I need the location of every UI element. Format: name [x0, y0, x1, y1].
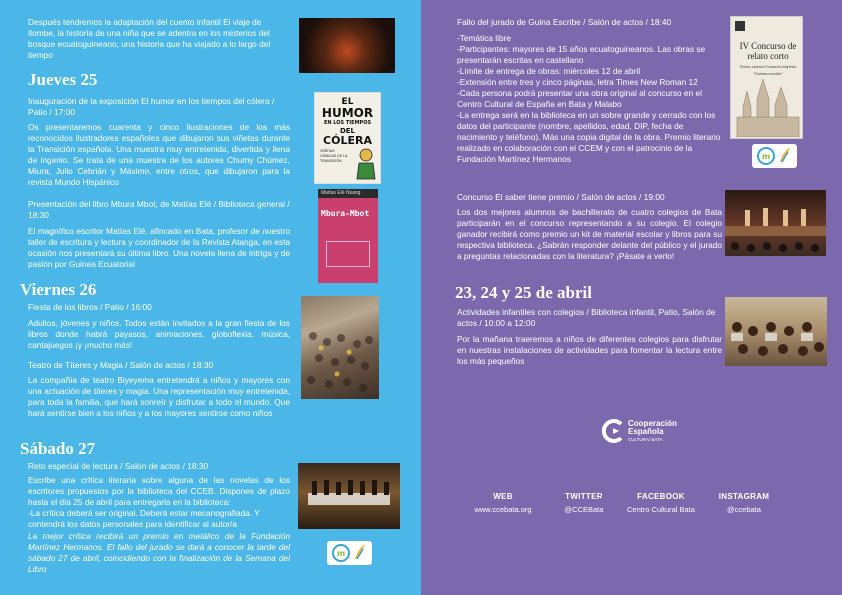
- humor-poster: [314, 92, 381, 184]
- partner-logo-icon: [327, 541, 372, 565]
- event-body-reto-2: -La crítica deberá ser original. Deberá estar mecanografiada. Y contendrá los datos personales para identificar al autor/a: [28, 508, 260, 529]
- day-title-jueves: Jueves 25: [28, 70, 98, 89]
- concurso-poster: [730, 16, 803, 139]
- fallo-line: -Participantes: mayores de 15 años ecuatoguineanos. Las obras se presentarán escritas en castellano: [457, 44, 706, 65]
- social-instagram[interactable]: [704, 492, 784, 514]
- social-web[interactable]: [463, 492, 543, 514]
- brand-line1: Cooperación: [628, 419, 677, 428]
- event-heading-fiesta: Fiesta de los libros / Patio / 16:00: [28, 302, 152, 312]
- event-body-fiesta: Adultos, jóvenes y niños. Todos están invitados a la gran fiesta de los libros donde habrá payasos, animaciones, globoflexia, música, cantajuegos ¡y ¡mucho más!: [28, 318, 290, 350]
- poster-logo-icon: [735, 21, 745, 31]
- book-cover-mbura-mbot: [318, 189, 378, 283]
- event-photo-actividades: [725, 297, 827, 366]
- brand-logo: [601, 418, 701, 448]
- event-body-exposicion: Os presentaremos cuarenta y cinco ilustraciones de los más reconocidos ilustradores españoles que dibujaron sus viñetas durante la Transición española. Una muestra muy entretenida, divertida y llena de ingenio. Se trata de una muestra de los autores Chumy Chúmez, Miura, Julio Cebrián y Máximo, entre otros, que dibujaron para la revista Mundo Hispánico: [28, 122, 290, 187]
- social-value[interactable]: Centro Cultural Bata: [627, 505, 695, 514]
- poster-line4: DEL: [339, 127, 356, 135]
- day-title-abril: 23, 24 y 25 de abril: [455, 283, 592, 302]
- poster-line5: CÓLERA: [323, 134, 372, 147]
- social-label: FACEBOOK: [637, 492, 685, 501]
- event-body-actividades: Por la mañana traeremos a niños de diferentes colegios para disfrutar en nuestras instalaciones de actividades para fomentar la lectura entre los más pequeños: [457, 334, 722, 366]
- event-body-concurso: Los dos mejores alumnos de bachillerato de cuatro colegios de Bata participarán en el concurso representando a su colegio. El colegio ganador recibirá como premio un kit de material escolar y libros para su respectiva biblioteca. ¿Sabrán responder delante del público y el jurado a preguntas relacionadas con la literatura? ¡Pásate a verlo!: [457, 207, 722, 261]
- poster-sub: VIÑETAS CÓMICAS DE LA TRANSICIÓN: [320, 149, 348, 163]
- fallo-line: -La entrega será en la biblioteca en un sobre grande y cerrado con los datos del participante (nombre, apellidos, edad, DIP, fecha de nacimiento y teléfono). Más una copia digital de la obra. Premio literario realizado en colaboración con el CCEM y con el patrocinio de la Fundación Martínez Hermanos: [457, 110, 721, 164]
- event-body-reto-3: La mejor crítica recibirá un premio en metálico de la Fundación Martínez Hermanos. El fallo del jurado se dará a conocer la tarde del sábado 27 de abril, coincidiendo con la finalización de la Semana del Libro: [28, 531, 290, 574]
- event-heading-reto: Reto especial de lectura / Salón de actos / 18:30: [28, 461, 209, 471]
- fallo-line: -Extensión entre tres y cinco páginas, letra Times New Roman 12: [457, 77, 698, 87]
- right-panel: [421, 0, 842, 595]
- brand-line3: CULTURA/ BATA: [628, 437, 663, 442]
- social-value[interactable]: www.ccebata.org: [474, 505, 532, 514]
- social-facebook[interactable]: [616, 492, 706, 514]
- fallo-line: -Temática libre: [457, 33, 511, 43]
- cartoon-figure-icon: [353, 147, 379, 181]
- svg-text:m: m: [336, 549, 346, 558]
- poster-line2: HUMOR: [321, 106, 374, 120]
- event-body-teatro: La compañía de teatro Biyeyema entretendrá a niños y mayores con una actuación de títeres y magia. Una representación muy entretenida, para toda la familia, que hará sonreír y disfrutar a todo el mundo. Que hará sentirse bien a los niños y a los mayores sentirse como niños: [28, 375, 290, 418]
- book-title: Mbura-Mbot: [321, 209, 370, 218]
- social-label: INSTAGRAM: [718, 492, 770, 501]
- cooperacion-logo-icon: [601, 418, 625, 444]
- event-photo-reto: [298, 463, 400, 529]
- event-body-fallo: [457, 33, 722, 165]
- brand-line2: Española: [628, 427, 664, 436]
- poster-line3: EN LOS TIEMPOS: [323, 120, 372, 126]
- book-author: Matías Elé Nsang: [318, 189, 378, 198]
- event-heading-libro: Presentación del libro Mbura Mbot, de Matías Elé / Biblioteca general / 18:30: [28, 199, 290, 220]
- poster-line1: EL: [341, 97, 354, 107]
- fallo-line: -Límite de entrega de obras: miércoles 12 de abril: [457, 66, 641, 76]
- event-heading-actividades: Actividades infantiles con colegios / Biblioteca infantil, Patio, Salón de actos / 10:00 a 12:00: [457, 307, 716, 328]
- event-body-libro: El magnífico escritor Matías Elé, afincado en Bata, profesor de nuestro taller de escritura y lectura y coordinador de la Revista Atanga, en esta ocasión nos presentará su última libro. Una novela llena de intriga y de pasión por Guinea Ecuatorial: [28, 226, 290, 269]
- partner-logo-left: [327, 541, 372, 565]
- fallo-line: -Cada persona podrá presentar una obra original al concurso en el Centro Cultural de España en Bata y Malabo: [457, 88, 702, 109]
- event-heading-exposicion: Inauguración de la exposición El humor en los tiempos del cólera / Patio / 17:00: [28, 96, 275, 117]
- event-heading-concurso: Concurso El saber tiene premio / Salón de actos / 19:00: [457, 192, 665, 202]
- event-photo-fiesta: [301, 296, 379, 399]
- social-label: TWITTER: [565, 492, 603, 501]
- event-photo-concurso: [725, 190, 826, 256]
- event-heading-fallo: Fallo del jurado de Guina Escribe / Salón de actos / 18:40: [457, 17, 672, 27]
- event-heading-teatro: Teatro de Títeres y Magia / Salón de actos / 18:30: [28, 360, 214, 370]
- cathedral-icon: [735, 77, 800, 137]
- partner-logo-icon: [752, 144, 797, 168]
- social-value[interactable]: @ccebata: [727, 505, 761, 514]
- svg-text:m: m: [761, 152, 771, 161]
- day-title-viernes: Viernes 26: [20, 280, 97, 299]
- partner-logo-right: [752, 144, 797, 168]
- day-title-sabado: Sábado 27: [20, 439, 96, 458]
- event-photo-ilombe: [299, 18, 395, 73]
- social-value[interactable]: @CCEBata: [564, 505, 604, 514]
- intro-paragraph: Después tendremos la adaptación del cuento infantil El viaje de Ilombe, la historia de una niña que se adentra en los misterios del bosque ecuatoguineano, una historia que ha viajado a lo largo del tiempo: [28, 17, 271, 60]
- poster-title: IV Concurso de relato corto: [739, 41, 797, 61]
- poster-subtitle: Premio Literario Fundación Martínez: [739, 65, 797, 69]
- social-label: WEB: [493, 492, 513, 501]
- event-body-reto-1: Escribe una crítica literaria sobre alguna de las novelas de los escritores propuestos por la biblioteca del CCEB. Dispones de plazo hasta el día 25 de abril para entregarla en la biblioteca:: [28, 475, 290, 507]
- poster-quote: "Guinea escribe": [753, 71, 783, 76]
- social-twitter[interactable]: [544, 492, 624, 514]
